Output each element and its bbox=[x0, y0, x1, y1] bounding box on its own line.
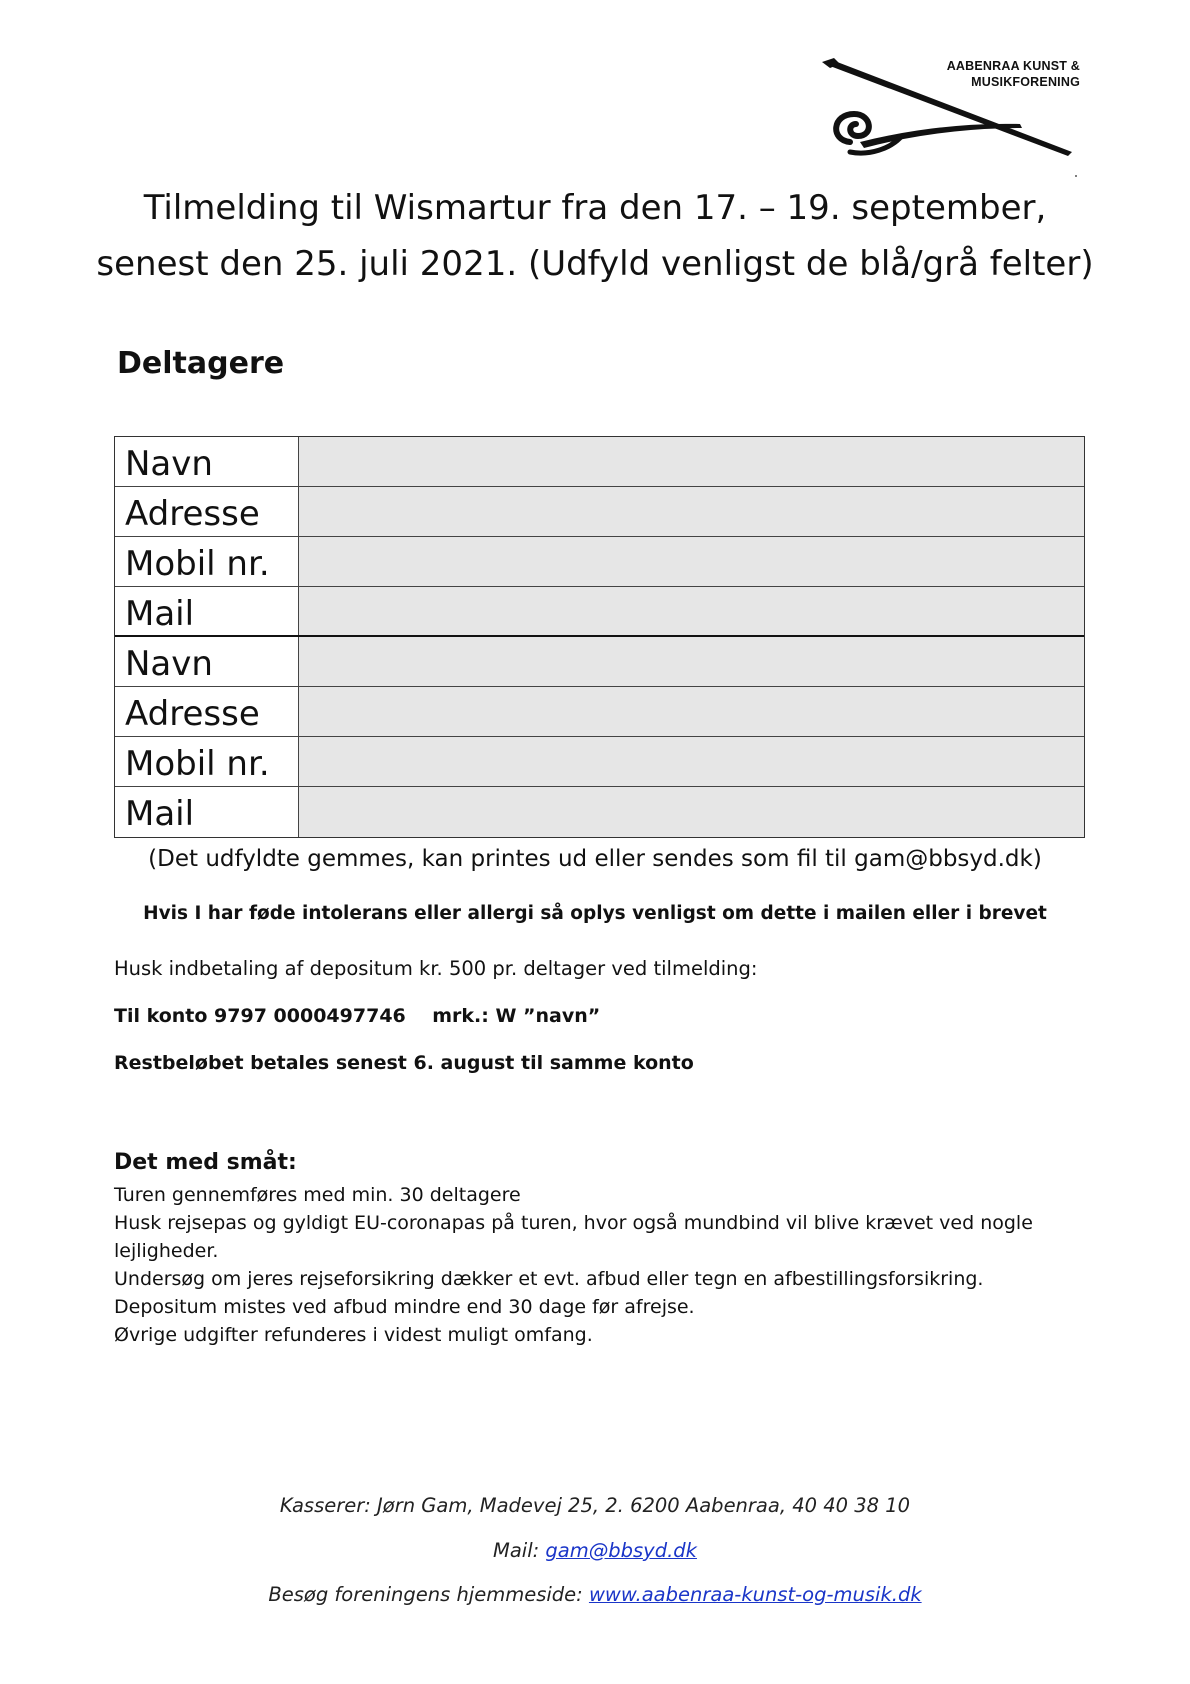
fine-print-heading: Det med småt: bbox=[114, 1150, 297, 1175]
association-logo bbox=[820, 52, 1080, 182]
cashier-info: Kasserer: Jørn Gam, Madevej 25, 2. 6200 Aabenraa, 40 40 38 10 bbox=[279, 1494, 911, 1517]
form-label: Mobil nr. bbox=[115, 737, 299, 786]
page-title-line-2: senest den 25. juli 2021. (Udfyld venligst de blå/grå felter) bbox=[96, 244, 1094, 284]
form-row-address-1 bbox=[115, 487, 1084, 537]
mobile-field-1[interactable] bbox=[299, 537, 1084, 586]
mail-label: Mail: bbox=[493, 1539, 546, 1562]
name-field-2[interactable] bbox=[299, 637, 1084, 686]
footer-mail bbox=[0, 1539, 1190, 1562]
form-row-mail-2 bbox=[115, 787, 1084, 837]
participant-form-table bbox=[114, 436, 1085, 838]
fine-print-line: Undersøg om jeres rejseforsikring dækker et evt. afbud eller tegn en afbestillingsforsikring. bbox=[114, 1268, 984, 1290]
form-label: Mobil nr. bbox=[115, 537, 299, 586]
form-label: Adresse bbox=[115, 687, 299, 736]
page-title-line-1: Tilmelding til Wismartur fra den 17. – 19. september, bbox=[143, 188, 1047, 228]
fine-print-line: Husk rejsepas og gyldigt EU-coronapas på turen, hvor også mundbind vil blive krævet ved nogle lejligheder. bbox=[114, 1212, 1033, 1262]
footer-website bbox=[0, 1583, 1190, 1606]
name-field-1[interactable] bbox=[299, 437, 1084, 486]
form-label: Adresse bbox=[115, 487, 299, 536]
website-link[interactable]: www.aabenraa-kunst-og-musik.dk bbox=[588, 1583, 922, 1606]
deposit-reminder: Husk indbetaling af depositum kr. 500 pr. deltager ved tilmelding: bbox=[114, 957, 758, 980]
mail-field-1[interactable] bbox=[299, 587, 1084, 635]
fine-print-line: Turen gennemføres med min. 30 deltagere bbox=[114, 1184, 521, 1206]
form-label: Navn bbox=[115, 637, 299, 686]
allergy-note: Hvis I har føde intolerans eller allergi så oplys venligst om dette i mailen eller i brevet bbox=[143, 903, 1047, 924]
logo-line-1: AABENRAA KUNST & bbox=[946, 59, 1080, 73]
save-note: (Det udfyldte gemmes, kan printes ud eller sendes som fil til gam@bbsyd.dk) bbox=[148, 846, 1042, 872]
mobile-field-2[interactable] bbox=[299, 737, 1084, 786]
form-row-address-2 bbox=[115, 687, 1084, 737]
remaining-payment-info: Restbeløbet betales senest 6. august til samme konto bbox=[114, 1052, 694, 1074]
form-row-mobile-1 bbox=[115, 537, 1084, 587]
website-label: Besøg foreningens hjemmeside: bbox=[268, 1583, 589, 1606]
participants-heading: Deltagere bbox=[117, 346, 285, 381]
account-info: Til konto 9797 0000497746 mrk.: W ”navn” bbox=[114, 1005, 601, 1027]
fine-print-line: Øvrige udgifter refunderes i videst muligt omfang. bbox=[114, 1324, 593, 1346]
form-label: Mail bbox=[115, 587, 299, 635]
address-field-2[interactable] bbox=[299, 687, 1084, 736]
form-row-name-1 bbox=[115, 437, 1084, 487]
form-row-name-2 bbox=[115, 637, 1084, 687]
fine-print-line: Depositum mistes ved afbud mindre end 30 dage før afrejse. bbox=[114, 1296, 695, 1318]
mail-field-2[interactable] bbox=[299, 787, 1084, 837]
form-label: Mail bbox=[115, 787, 299, 837]
logo-text bbox=[900, 58, 1080, 90]
fine-print-list bbox=[114, 1181, 1074, 1349]
mail-link[interactable]: gam@bbsyd.dk bbox=[545, 1539, 697, 1562]
form-label: Navn bbox=[115, 437, 299, 486]
form-row-mobile-2 bbox=[115, 737, 1084, 787]
address-field-1[interactable] bbox=[299, 487, 1084, 536]
logo-line-2: MUSIKFORENING bbox=[971, 75, 1080, 89]
form-row-mail-1 bbox=[115, 587, 1084, 637]
